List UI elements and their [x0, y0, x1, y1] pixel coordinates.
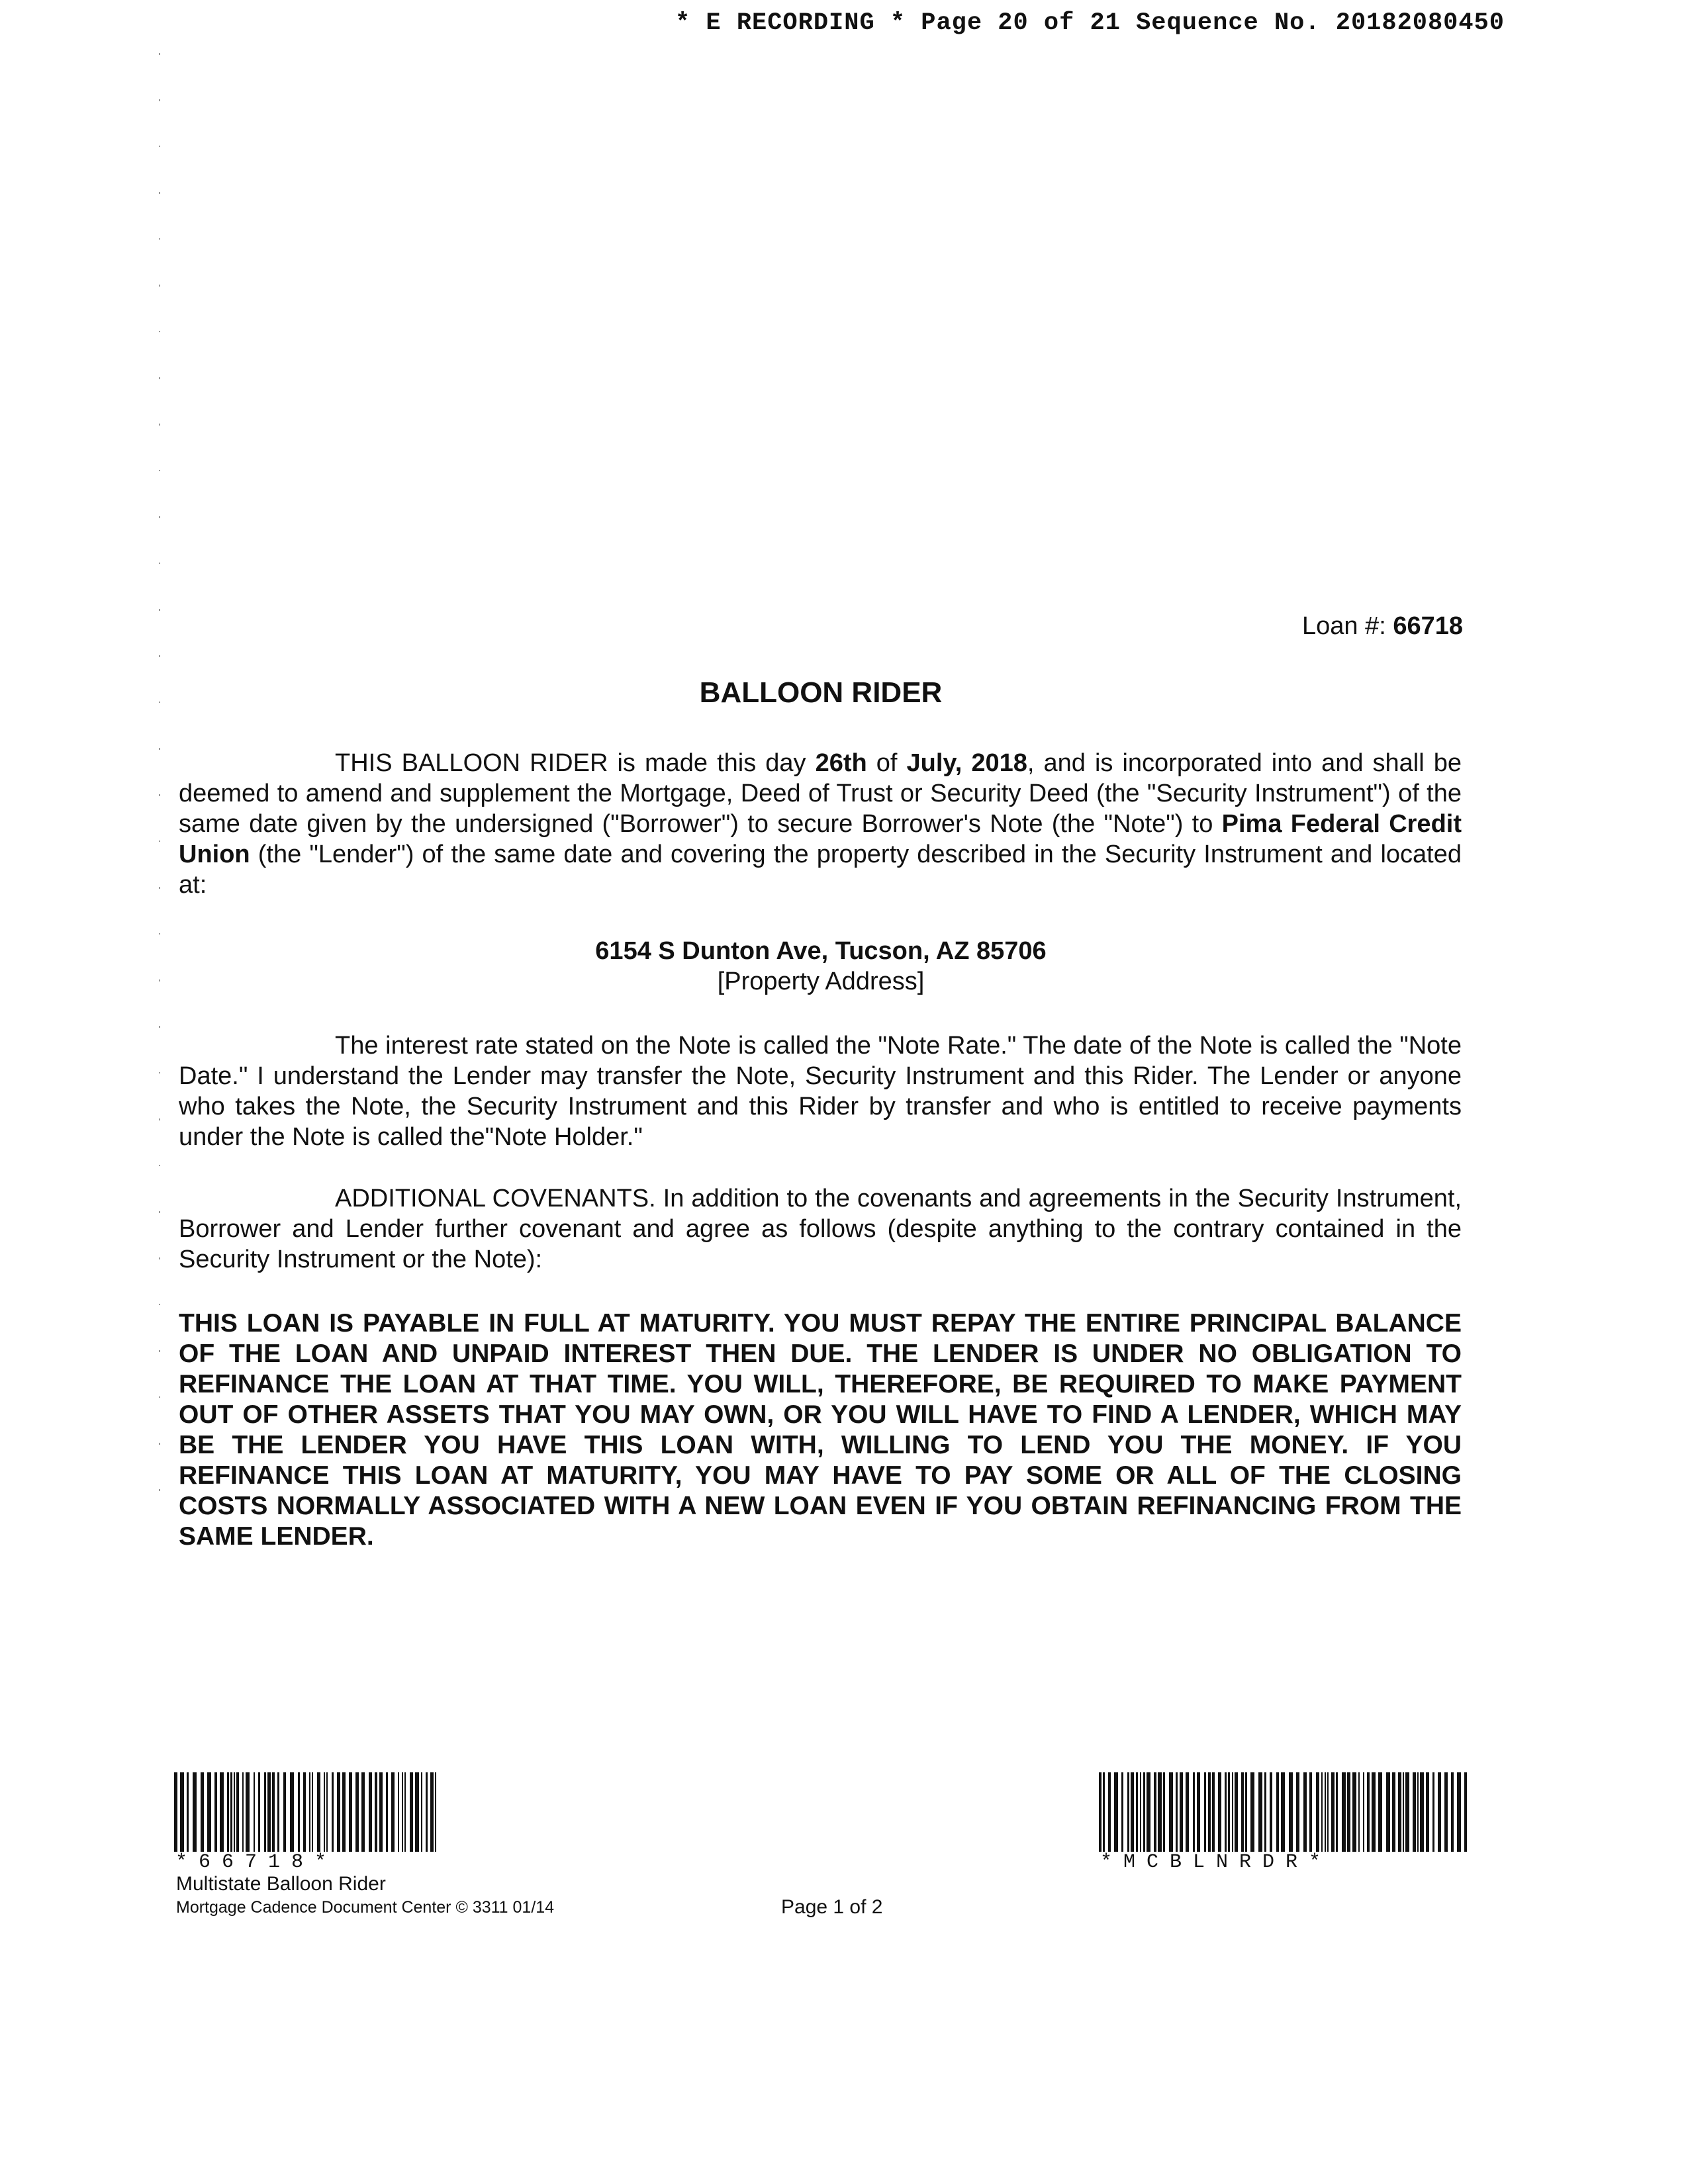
barcode-bar: [1457, 1772, 1461, 1852]
barcode-bar: [1392, 1772, 1395, 1852]
barcode-bar: [201, 1772, 204, 1852]
loan-number: 66718: [1393, 612, 1463, 640]
barcode-bar: [1372, 1772, 1376, 1852]
barcode-bar: [379, 1772, 383, 1852]
barcode-bar: [234, 1772, 235, 1852]
barcode-bar: [214, 1772, 217, 1852]
barcode-bar: [298, 1772, 300, 1852]
barcode-bar: [1432, 1772, 1434, 1852]
barcode-bar: [277, 1772, 279, 1852]
intro-paragraph: [179, 748, 1462, 900]
barcode-bar: [326, 1772, 328, 1852]
intro-text-1: THIS BALLOON RIDER is made this day: [335, 749, 816, 777]
property-address-caption: [Property Address]: [717, 968, 925, 995]
barcode-bar: [220, 1772, 224, 1852]
barcode-bar: [404, 1772, 406, 1852]
barcode-bar: [410, 1772, 413, 1852]
barcode-bar: [1303, 1772, 1307, 1852]
barcode-bar: [361, 1772, 365, 1852]
barcode-bar: [227, 1772, 229, 1852]
barcode-bar: [1258, 1772, 1262, 1852]
barcode-bar: [1245, 1772, 1247, 1852]
barcode-bar: [272, 1772, 275, 1852]
barcode-bar: [1232, 1772, 1233, 1852]
barcode-bar: [1108, 1772, 1111, 1852]
property-address: 6154 S Dunton Ave, Tucson, AZ 85706: [595, 937, 1047, 965]
barcode-bar: [1464, 1772, 1467, 1852]
barcode-bar: [1212, 1772, 1215, 1852]
barcode-bar: [1281, 1772, 1285, 1852]
barcode-bar: [1420, 1772, 1424, 1852]
lender-name: Pima Federal Credit Union: [179, 810, 1462, 868]
barcode-bar: [1451, 1772, 1454, 1852]
barcode-bar: [1426, 1772, 1429, 1852]
barcode-bar: [1386, 1772, 1390, 1852]
rider-day: 26th: [815, 749, 867, 777]
barcode-bar: [1347, 1772, 1350, 1852]
barcode-bar: [430, 1772, 434, 1852]
barcode-bar: [1225, 1772, 1227, 1852]
document-title: BALLOON RIDER: [699, 676, 943, 709]
barcode-bar: [258, 1772, 260, 1852]
barcode-bar: [1327, 1772, 1329, 1852]
barcode-bar: [1131, 1772, 1134, 1852]
barcode-bar: [1169, 1772, 1173, 1852]
barcode-bar: [1158, 1772, 1162, 1852]
barcode-bar: [1154, 1772, 1156, 1852]
barcode-bar: [1114, 1772, 1118, 1852]
barcode-bar: [1186, 1772, 1189, 1852]
barcode-bar: [391, 1772, 395, 1852]
barcode-bar: [435, 1772, 436, 1852]
additional-covenants-paragraph: ADDITIONAL COVENANTS. In addition to the covenants and agreements in the Security Instrument, Borrower and Lender further covenant and agree as follows (despite anything to the contrary contained in the Security Instrument or the Note):: [179, 1185, 1462, 1273]
barcode-bar: [1398, 1772, 1401, 1852]
barcode-bar: [1180, 1772, 1183, 1852]
barcode-bar: [1342, 1772, 1346, 1852]
barcode-bar: [230, 1772, 232, 1852]
barcode-bar: [1208, 1772, 1211, 1852]
barcode-bar: [1176, 1772, 1178, 1852]
barcode-bar: [1367, 1772, 1370, 1852]
barcode-bar: [1103, 1772, 1105, 1852]
barcode-bar: [187, 1772, 189, 1852]
barcode-bar: [415, 1772, 419, 1852]
barcode-bar: [1163, 1772, 1165, 1852]
barcode-bar: [1325, 1772, 1326, 1852]
barcode-bar: [1264, 1772, 1266, 1852]
barcode-bar: [1363, 1772, 1364, 1852]
barcode-bar: [303, 1772, 306, 1852]
barcode-bar: [312, 1772, 313, 1852]
barcode-bar: [1321, 1772, 1323, 1852]
barcode-bar: [1250, 1772, 1254, 1852]
loan-number-line: [1302, 612, 1463, 641]
intro-text-3: , and is incorporated into and shall be deemed to amend and supplement the Mortgage, Deed of Trust or Security Deed (the "Security Instrument") of the same date given by the undersigned ("Borrower") to secure Borrower's Note (the "Note") to: [179, 749, 1462, 838]
barcode-bar: [254, 1772, 255, 1852]
barcode-bar: [1099, 1772, 1102, 1852]
barcode-bar: [1296, 1772, 1299, 1852]
barcode-bar: [1336, 1772, 1338, 1852]
barcode-bar: [264, 1772, 266, 1852]
barcode-bar: [1444, 1772, 1448, 1852]
barcode-bar: [207, 1772, 211, 1852]
barcode-bar: [1204, 1772, 1206, 1852]
barcode-bar: [1235, 1772, 1238, 1852]
barcode-bar: [369, 1772, 372, 1852]
barcode-bar: [349, 1772, 352, 1852]
barcode-bar: [332, 1772, 334, 1852]
barcode-bar: [1289, 1772, 1293, 1852]
form-barcode: [1099, 1772, 1470, 1852]
barcode-bar: [1121, 1772, 1123, 1852]
barcode-bar: [342, 1772, 346, 1852]
barcode-bar: [193, 1772, 197, 1852]
barcode-bar: [1352, 1772, 1356, 1852]
barcode-bar: [1413, 1772, 1416, 1852]
barcode-bar: [1228, 1772, 1230, 1852]
form-name: Multistate Balloon Rider: [176, 1873, 386, 1895]
barcode-bar: [1193, 1772, 1195, 1852]
barcode-bar: [426, 1772, 428, 1852]
recording-stamp: * E RECORDING * Page 20 of 21 Sequence No. 20182080450: [675, 9, 1505, 37]
intro-text-2: of: [867, 749, 907, 777]
barcode-bar: [386, 1772, 388, 1852]
barcode-bar: [246, 1772, 250, 1852]
barcode-bar: [1403, 1772, 1404, 1852]
barcode-bar: [1316, 1772, 1319, 1852]
barcode-bar: [1197, 1772, 1200, 1852]
form-source: Mortgage Cadence Document Center © 3311 01/14: [176, 1898, 555, 1917]
barcode-bar: [1127, 1772, 1129, 1852]
note-definitions-paragraph: The interest rate stated on the Note is called the "Note Rate." The date of the Note is called the "Note Date." I understand the Lender may transfer the Note, Security Instrument and this Rider. The Lender or anyone who takes the Note, the Security Instrument and this Rider by transfer and who is entitled to receive payments under the Note is called the"Note Holder.": [179, 1032, 1462, 1151]
barcode-bar: [375, 1772, 377, 1852]
loan-barcode-text: *66718*: [175, 1851, 338, 1874]
barcode-bar: [337, 1772, 340, 1852]
barcode-bar: [309, 1772, 310, 1852]
intro-text-4: (the "Lender") of the same date and covering the property described in the Security Instrument and located at:: [179, 841, 1462, 899]
barcode-bar: [1143, 1772, 1145, 1852]
barcode-bar: [1417, 1772, 1419, 1852]
barcode-bar: [355, 1772, 359, 1852]
margin-specks: [158, 40, 164, 1562]
barcode-bar: [1147, 1772, 1150, 1852]
barcode-bar: [1140, 1772, 1141, 1852]
barcode-bar: [1270, 1772, 1272, 1852]
barcode-bar: [1378, 1772, 1382, 1852]
barcode-bar: [324, 1772, 325, 1852]
barcode-bar: [1276, 1772, 1279, 1852]
page-number: Page 1 of 2: [781, 1896, 883, 1918]
form-barcode-text: *MCBLNRDR*: [1100, 1851, 1333, 1874]
barcode-bar: [1136, 1772, 1138, 1852]
barcode-bar: [236, 1772, 239, 1852]
barcode-bar: [1309, 1772, 1312, 1852]
barcode-bar: [174, 1772, 177, 1852]
barcode-bar: [1218, 1772, 1221, 1852]
balloon-disclosure-paragraph: THIS LOAN IS PAYABLE IN FULL AT MATURITY. YOU MUST REPAY THE ENTIRE PRINCIPAL BALANCE OF THE LOAN AND UNPAID INTEREST THEN DUE. THE LENDER IS UNDER NO OBLIGATION TO REFINANCE THE LOAN AT THAT TIME. YOU WILL, THEREFORE, BE REQUIRED TO MAKE PAYMENT OUT OF OTHER ASSETS THAT YOU MAY OWN, OR YOU WILL HAVE TO FIND A LENDER, WHICH MAY BE THE LENDER YOU HAVE THIS LOAN WITH, WILLING TO LEND YOU THE MONEY. IF YOU REFINANCE THIS LOAN AT MATURITY, YOU MAY HAVE TO PAY SOME OR ALL OF THE CLOSING COSTS NORMALLY ASSOCIATED WITH A NEW LOAN EVEN IF YOU OBTAIN REFINANCING FROM THE SAME LENDER.: [179, 1309, 1462, 1551]
barcode-bar: [1358, 1772, 1360, 1852]
barcode-bar: [1241, 1772, 1244, 1852]
barcode-bar: [1405, 1772, 1409, 1852]
barcode-bar: [267, 1772, 271, 1852]
barcode-bar: [317, 1772, 320, 1852]
rider-month-year: July, 2018: [906, 749, 1027, 777]
barcode-bar: [242, 1772, 244, 1852]
loan-barcode: [174, 1772, 436, 1852]
barcode-bar: [1438, 1772, 1441, 1852]
loan-label: Loan #:: [1301, 612, 1386, 640]
barcode-bar: [398, 1772, 399, 1852]
barcode-bar: [180, 1772, 184, 1852]
barcode-bar: [283, 1772, 286, 1852]
barcode-bar: [1331, 1772, 1335, 1852]
barcode-bar: [402, 1772, 403, 1852]
barcode-bar: [290, 1772, 294, 1852]
barcode-bar: [421, 1772, 422, 1852]
